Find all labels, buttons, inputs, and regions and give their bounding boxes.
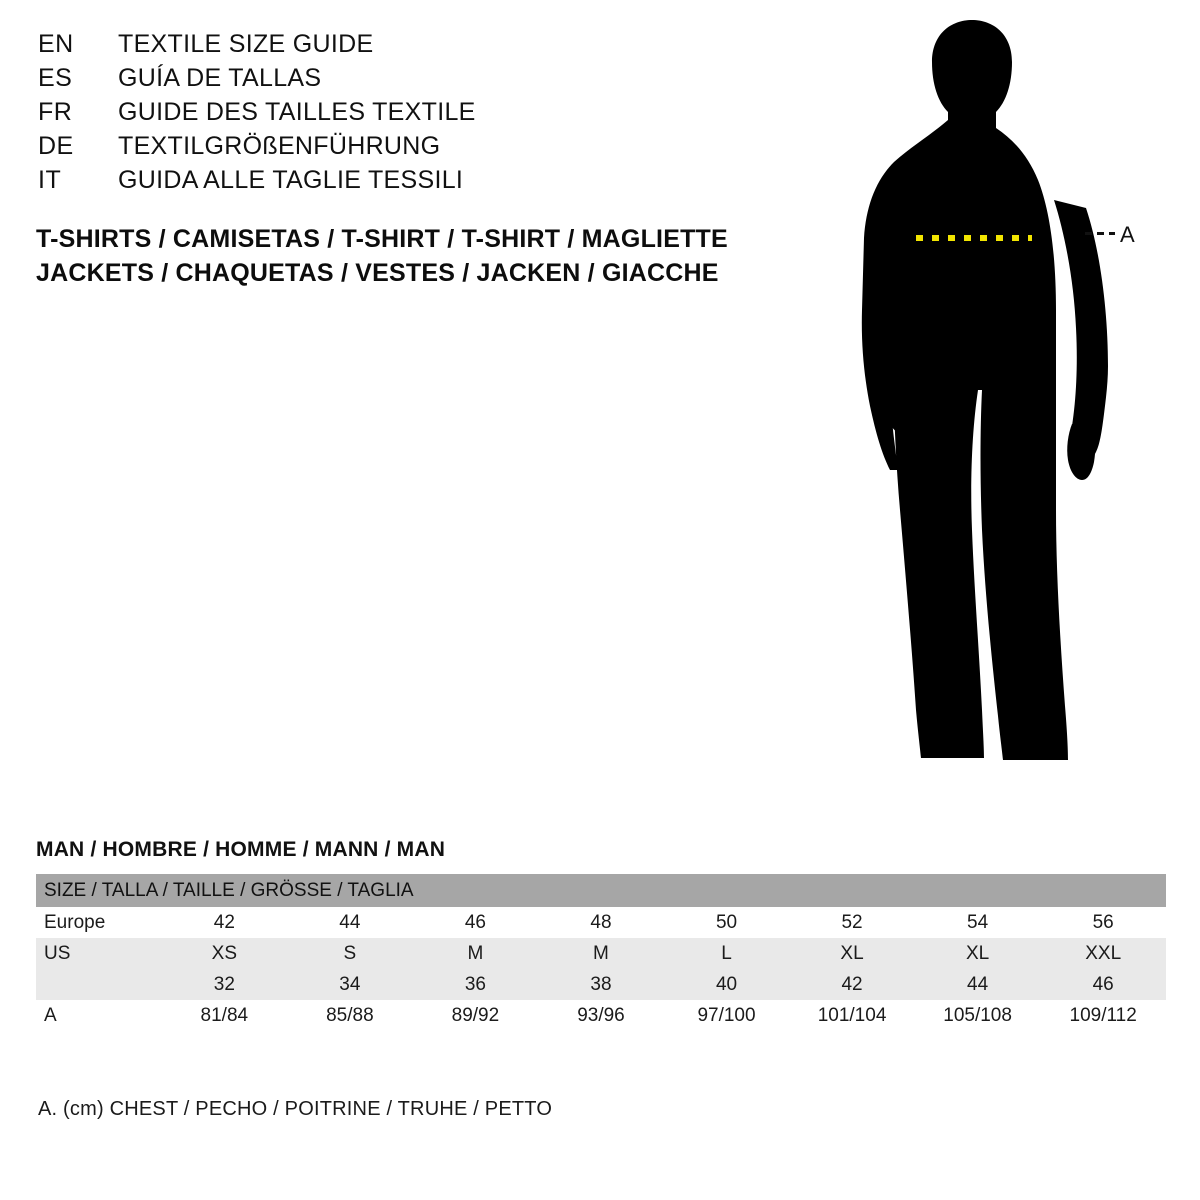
table-row xyxy=(36,969,1166,1000)
cell-europe-6: 54 xyxy=(915,907,1041,938)
cell-us-1: S xyxy=(287,938,413,969)
cell-us-6: XL xyxy=(915,938,1041,969)
cell-a-0: 81/84 xyxy=(162,1000,288,1031)
language-code: IT xyxy=(38,166,62,194)
cell-europe-2: 46 xyxy=(413,907,539,938)
cell-us-7: XXL xyxy=(1040,938,1166,969)
cell-us-0: XS xyxy=(162,938,288,969)
row-label-europe: Europe xyxy=(36,907,162,938)
cell-us-2: M xyxy=(413,938,539,969)
cell-a-5: 101/104 xyxy=(789,1000,915,1031)
table-header-row xyxy=(36,874,1166,907)
cell-a-7: 109/112 xyxy=(1040,1000,1166,1031)
cell-us-3: M xyxy=(538,938,664,969)
cell-a-2: 89/92 xyxy=(413,1000,539,1031)
row-label-a: A xyxy=(36,1000,162,1031)
language-row xyxy=(38,98,738,132)
size-table-section xyxy=(36,838,1166,1031)
language-code: DE xyxy=(38,132,74,160)
size-table xyxy=(36,874,1166,1031)
cell-a-3: 93/96 xyxy=(538,1000,664,1031)
cell-num-7: 46 xyxy=(1040,969,1166,1000)
category-list xyxy=(36,222,796,290)
cell-a-6: 105/108 xyxy=(915,1000,1041,1031)
category-tshirts: T-SHIRTS / CAMISETAS / T-SHIRT / T-SHIRT / MAGLIETTE xyxy=(36,225,728,253)
row-label-us: US xyxy=(36,938,162,969)
cell-europe-7: 56 xyxy=(1040,907,1166,938)
table-group-title: MAN / HOMBRE / HOMME / MANN / MAN xyxy=(36,838,446,861)
cell-europe-0: 42 xyxy=(162,907,288,938)
silhouette-body xyxy=(862,20,1108,760)
silhouette-svg xyxy=(820,10,1180,800)
cell-num-2: 36 xyxy=(413,969,539,1000)
language-row xyxy=(38,132,738,166)
row-label-numeric xyxy=(36,969,162,1000)
language-row xyxy=(38,30,738,64)
measure-leader-dashes xyxy=(1085,232,1115,235)
cell-num-1: 34 xyxy=(287,969,413,1000)
cell-num-5: 42 xyxy=(789,969,915,1000)
language-title: TEXTILE SIZE GUIDE xyxy=(118,30,374,58)
language-code: EN xyxy=(38,30,74,58)
language-header-list xyxy=(38,30,738,200)
cell-us-4: L xyxy=(664,938,790,969)
category-jackets: JACKETS / CHAQUETAS / VESTES / JACKEN / GIACCHE xyxy=(36,259,719,287)
language-code: ES xyxy=(38,64,73,92)
cell-num-4: 40 xyxy=(664,969,790,1000)
measurement-footnote: A. (cm) CHEST / PECHO / POITRINE / TRUHE / PETTO xyxy=(38,1098,553,1120)
cell-num-6: 44 xyxy=(915,969,1041,1000)
cell-europe-5: 52 xyxy=(789,907,915,938)
table-header-label: SIZE / TALLA / TAILLE / GRÖSSE / TAGLIA xyxy=(36,874,1166,907)
language-title: GUIDA ALLE TAGLIE TESSILI xyxy=(118,166,464,194)
cell-europe-3: 48 xyxy=(538,907,664,938)
cell-num-0: 32 xyxy=(162,969,288,1000)
cell-a-1: 85/88 xyxy=(287,1000,413,1031)
table-row xyxy=(36,1000,1166,1031)
cell-num-3: 38 xyxy=(538,969,664,1000)
body-silhouette-figure xyxy=(820,10,1180,800)
cell-europe-1: 44 xyxy=(287,907,413,938)
language-title: TEXTILGRÖßENFÜHRUNG xyxy=(118,132,441,160)
measure-label-a: A xyxy=(1120,222,1135,247)
language-row xyxy=(38,166,738,200)
table-row xyxy=(36,938,1166,969)
language-row xyxy=(38,64,738,98)
language-title: GUIDE DES TAILLES TEXTILE xyxy=(118,98,476,126)
language-title: GUÍA DE TALLAS xyxy=(118,64,322,92)
cell-europe-4: 50 xyxy=(664,907,790,938)
table-row xyxy=(36,907,1166,938)
cell-us-5: XL xyxy=(789,938,915,969)
cell-a-4: 97/100 xyxy=(664,1000,790,1031)
language-code: FR xyxy=(38,98,73,126)
